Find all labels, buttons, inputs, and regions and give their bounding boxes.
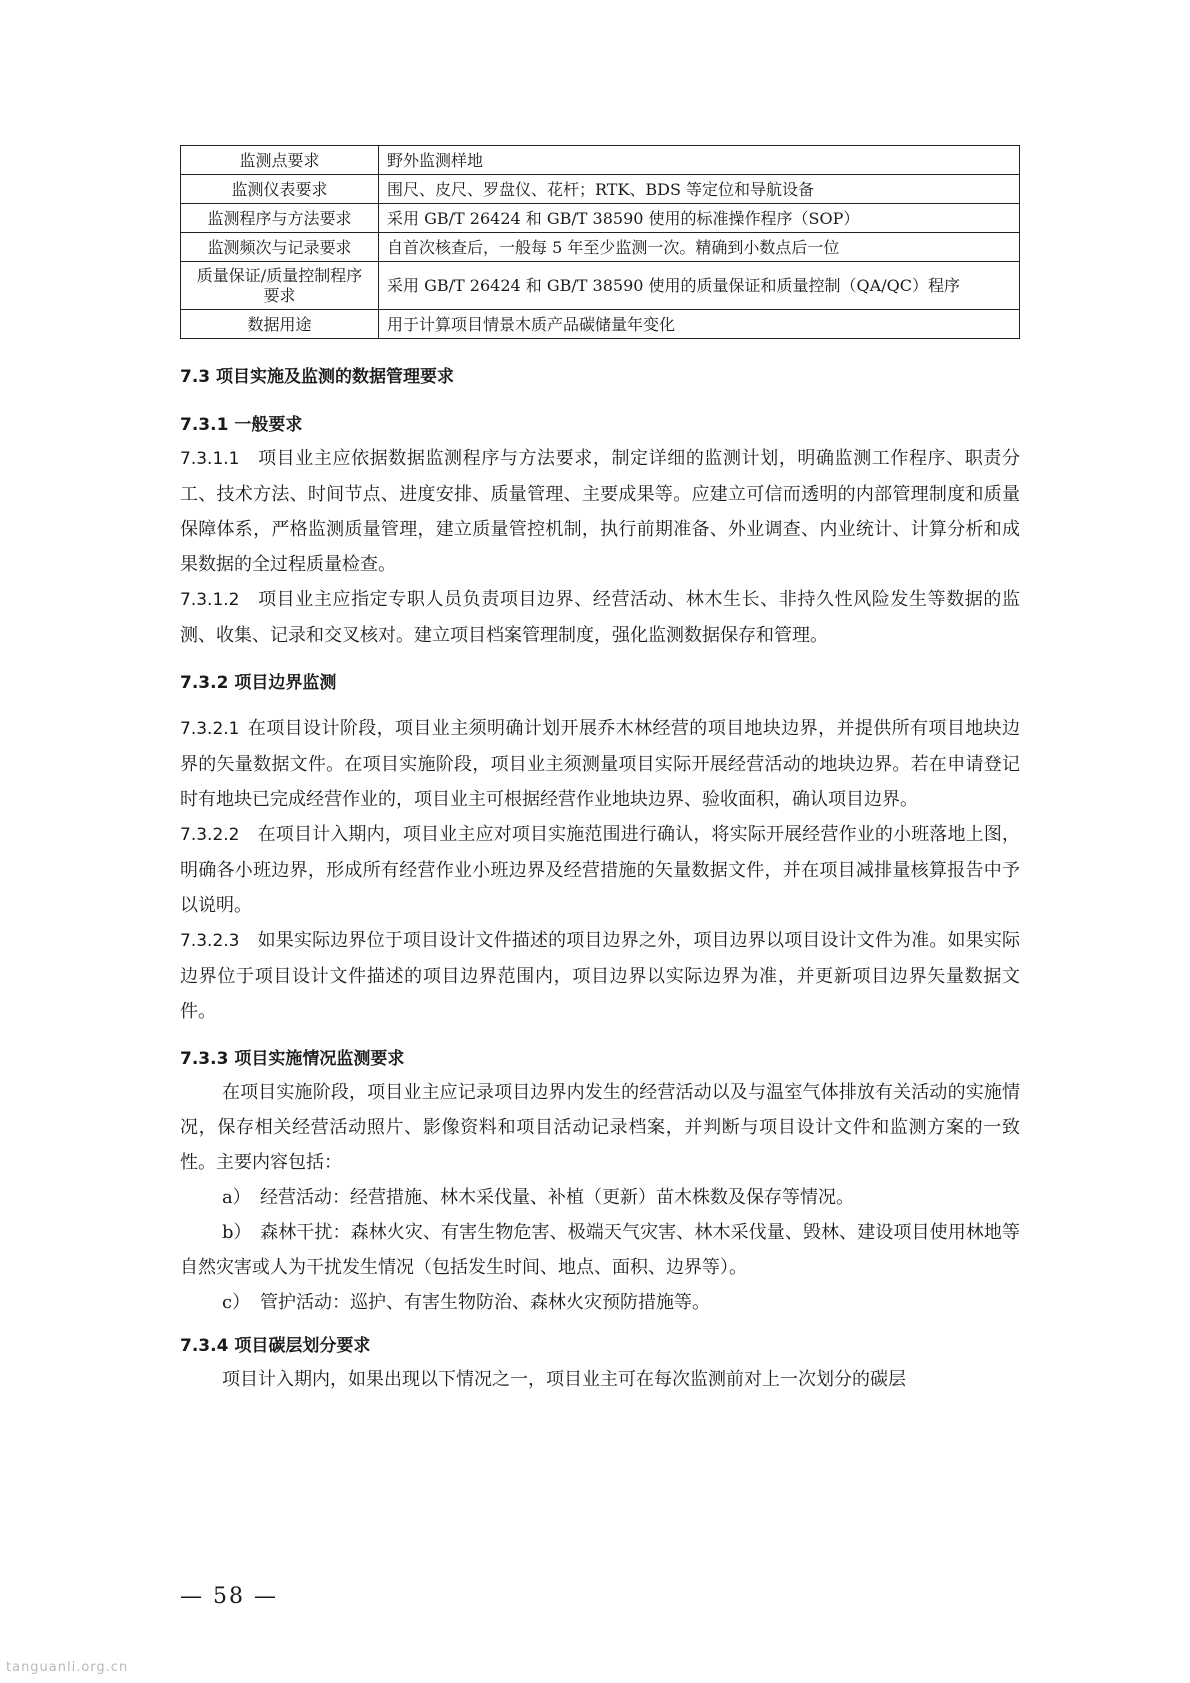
section-heading-7-3-3: 7.3.3 项目实施情况监测要求 <box>180 1049 405 1069</box>
table-value-cell: 用于计算项目情景木质产品碳储量年变化 <box>379 310 1020 339</box>
paragraph-7-3-2-2 <box>180 817 1020 923</box>
paragraph-text: 在项目设计阶段，项目业主须明确计划开展乔木林经营的项目地块边界，并提供所有项目地块边界的矢量数据文件。在项目实施阶段，项目业主须测量项目实际开展经营活动的地块边界。若在申请登记时有地块已完成经营作业的，项目业主可根据经营作业地块边界、验收面积，确认项目边界。 <box>180 718 1020 810</box>
table-value-cell: 采用 GB/T 26424 和 GB/T 38590 使用的质量保证和质量控制（QA/QC）程序 <box>379 262 1020 310</box>
table-key-cell: 监测频次与记录要求 <box>181 233 379 262</box>
section-heading-7-3-1: 7.3.1 一般要求 <box>180 415 303 435</box>
list-item-text: 森林干扰：森林火灾、有害生物危害、极端天气灾害、林木采伐量、毁林、建设项目使用林地等自然灾害或人为干扰发生情况（包括发生时间、地点、面积、边界等）。 <box>180 1222 1020 1278</box>
clause-number: 7.3.2.1 <box>180 719 240 739</box>
paragraph-7-3-3-intro: 在项目实施阶段，项目业主应记录项目边界内发生的经营活动以及与温室气体排放有关活动的实施情况，保存相关经营活动照片、影像资料和项目活动记录档案，并判断与项目设计文件和监测方案的一致性。主要内容包括： <box>180 1082 1020 1173</box>
section-heading-7-3-2: 7.3.2 项目边界监测 <box>180 673 337 693</box>
table-key-cell: 监测仪表要求 <box>181 175 379 204</box>
monitoring-parameter-table <box>180 145 1020 339</box>
paragraph-text: 项目业主应依据数据监测程序与方法要求，制定详细的监测计划，明确监测工作程序、职责分工、技术方法、时间节点、进度安排、质量管理、主要成果等。应建立可信而透明的内部管理制度和质量保障体系，严格监测质量管理，建立质量管控机制，执行前期准备、外业调查、内业统计、计算分析和成果数据的全过程质量检查。 <box>180 448 1020 575</box>
paragraph-7-3-4-intro: 项目计入期内，如果出现以下情况之一，项目业主可在每次监测前对上一次划分的碳层 <box>222 1369 906 1390</box>
clause-number: 7.3.1.2 <box>180 590 240 610</box>
list-marker: a） <box>222 1187 251 1208</box>
paragraph-7-3-1-1 <box>180 441 1020 582</box>
table-key-cell: 质量保证/质量控制程序要求 <box>181 262 379 310</box>
paragraph-7-3-2-1 <box>180 711 1020 817</box>
table-row <box>181 146 1020 175</box>
table-value-cell: 采用 GB/T 26424 和 GB/T 38590 使用的标准操作程序（SOP） <box>379 204 1020 233</box>
table-row <box>181 262 1020 310</box>
clause-number: 7.3.1.1 <box>180 449 240 469</box>
section-heading-7-3: 7.3 项目实施及监测的数据管理要求 <box>180 367 455 387</box>
paragraph-7-3-2-3 <box>180 923 1020 1029</box>
clause-number: 7.3.2.3 <box>180 931 240 951</box>
table-key-cell: 监测点要求 <box>181 146 379 175</box>
list-marker: b） <box>222 1222 252 1243</box>
paragraph-7-3-1-2 <box>180 582 1020 653</box>
clause-number: 7.3.2.2 <box>180 825 240 845</box>
table-value-cell: 野外监测样地 <box>379 146 1020 175</box>
table-row <box>181 310 1020 339</box>
page-number: — 58 — <box>180 1584 278 1609</box>
paragraph-text: 在项目计入期内，项目业主应对项目实施范围进行确认，将实际开展经营作业的小班落地上图，明确各小班边界，形成所有经营作业小班边界及经营措施的矢量数据文件，并在项目减排量核算报告中予以说明。 <box>180 824 1020 916</box>
table-row <box>181 204 1020 233</box>
table-row <box>181 233 1020 262</box>
page-body <box>180 145 1020 1397</box>
table-value-cell: 自首次核查后，一般每 5 年至少监测一次。精确到小数点后一位 <box>379 233 1020 262</box>
table-key-cell: 数据用途 <box>181 310 379 339</box>
list-item <box>180 1215 1020 1285</box>
list-item <box>180 1285 1020 1320</box>
list-marker: c） <box>222 1292 251 1313</box>
list-item-text: 管护活动：巡护、有害生物防治、森林火灾预防措施等。 <box>260 1292 710 1313</box>
site-watermark: tanguanli.org.cn <box>6 1660 129 1675</box>
list-item <box>180 1180 1020 1215</box>
paragraph-text: 如果实际边界位于项目设计文件描述的项目边界之外，项目边界以项目设计文件为准。如果实际边界位于项目设计文件描述的项目边界范围内，项目边界以实际边界为准，并更新项目边界矢量数据文件。 <box>180 930 1020 1022</box>
table-key-cell: 监测程序与方法要求 <box>181 204 379 233</box>
paragraph-text: 项目业主应指定专职人员负责项目边界、经营活动、林木生长、非持久性风险发生等数据的监测、收集、记录和交叉核对。建立项目档案管理制度，强化监测数据保存和管理。 <box>180 589 1020 646</box>
table-value-cell: 围尺、皮尺、罗盘仪、花杆；RTK、BDS 等定位和导航设备 <box>379 175 1020 204</box>
list-item-text: 经营活动：经营措施、林木采伐量、补植（更新）苗木株数及保存等情况。 <box>260 1187 854 1208</box>
section-heading-7-3-4: 7.3.4 项目碳层划分要求 <box>180 1336 371 1356</box>
table-row <box>181 175 1020 204</box>
